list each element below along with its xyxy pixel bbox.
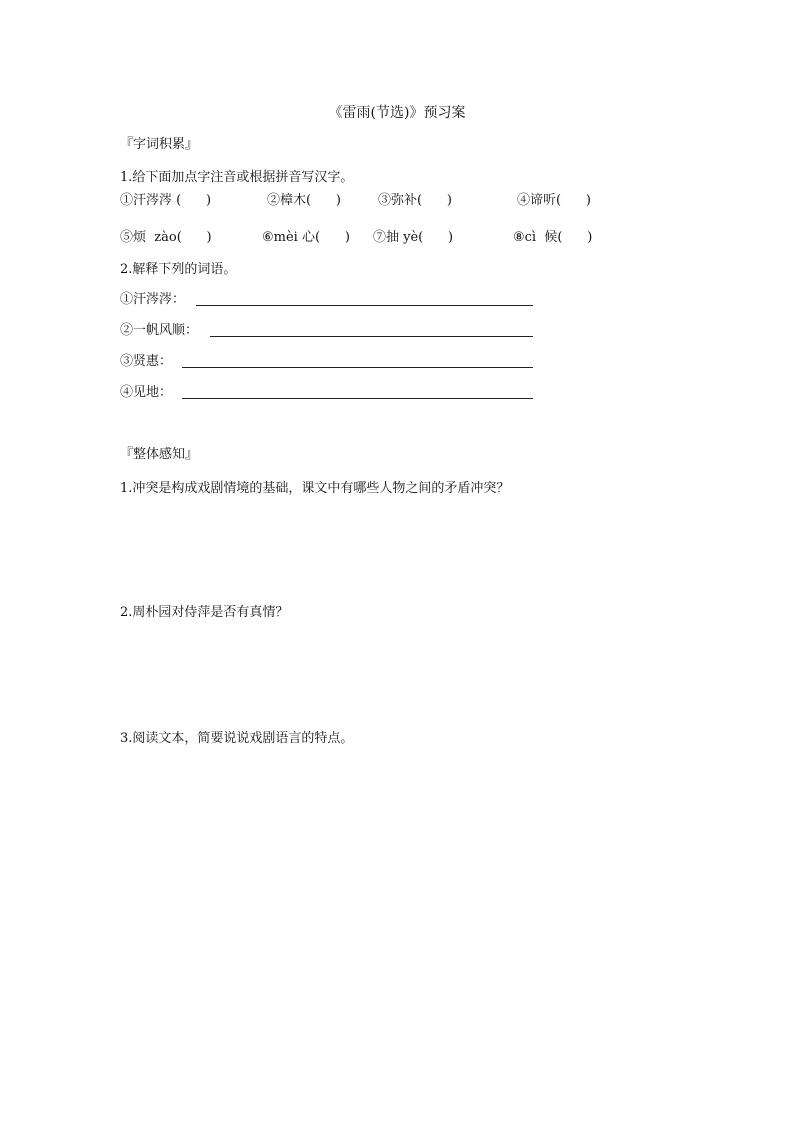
term-4-answer-line[interactable] bbox=[182, 398, 533, 399]
pinyin-item-8: ⑧cì 候( ) bbox=[513, 230, 593, 245]
pinyin-item-3: ③弥补( ) bbox=[378, 193, 452, 208]
pinyin-item-7: ⑦抽 yè( ) bbox=[373, 230, 454, 245]
overall-question-3: 3.阅读文本，简要说说戏剧语言的特点。 bbox=[120, 731, 354, 746]
overall-question-2: 2.周朴园对侍萍是否有真情？ bbox=[120, 605, 289, 620]
question-2-prompt: 2.解释下列的词语。 bbox=[120, 262, 237, 277]
section-heading-overall: 『整体感知』 bbox=[120, 447, 199, 462]
page-title: 《雷雨(节选)》预习案 bbox=[328, 105, 466, 121]
pinyin-item-2: ②樟木( ) bbox=[267, 193, 341, 208]
term-2-label: ②一帆风顺： bbox=[120, 323, 199, 338]
section-heading-vocabulary: 『字词积累』 bbox=[120, 137, 199, 152]
term-3-answer-line[interactable] bbox=[182, 367, 533, 368]
pinyin-item-4: ④谛听( ) bbox=[517, 193, 591, 208]
question-1-prompt: 1.给下面加点字注音或根据拼音写汉字。 bbox=[120, 170, 354, 185]
pinyin-item-6: ⑥mèi 心( ) bbox=[262, 230, 350, 245]
term-3-label: ③贤惠： bbox=[120, 354, 173, 369]
overall-question-1: 1.冲突是构成戏剧情境的基础，课文中有哪些人物之间的矛盾冲突？ bbox=[120, 481, 510, 496]
pinyin-item-1: ①汗涔涔 ( ) bbox=[120, 193, 212, 208]
term-1-label: ①汗涔涔： bbox=[120, 292, 186, 307]
term-1-answer-line[interactable] bbox=[196, 305, 533, 306]
pinyin-item-5: ⑤烦 zào( ) bbox=[120, 230, 212, 245]
term-2-answer-line[interactable] bbox=[210, 336, 533, 337]
term-4-label: ④见地： bbox=[120, 385, 173, 400]
